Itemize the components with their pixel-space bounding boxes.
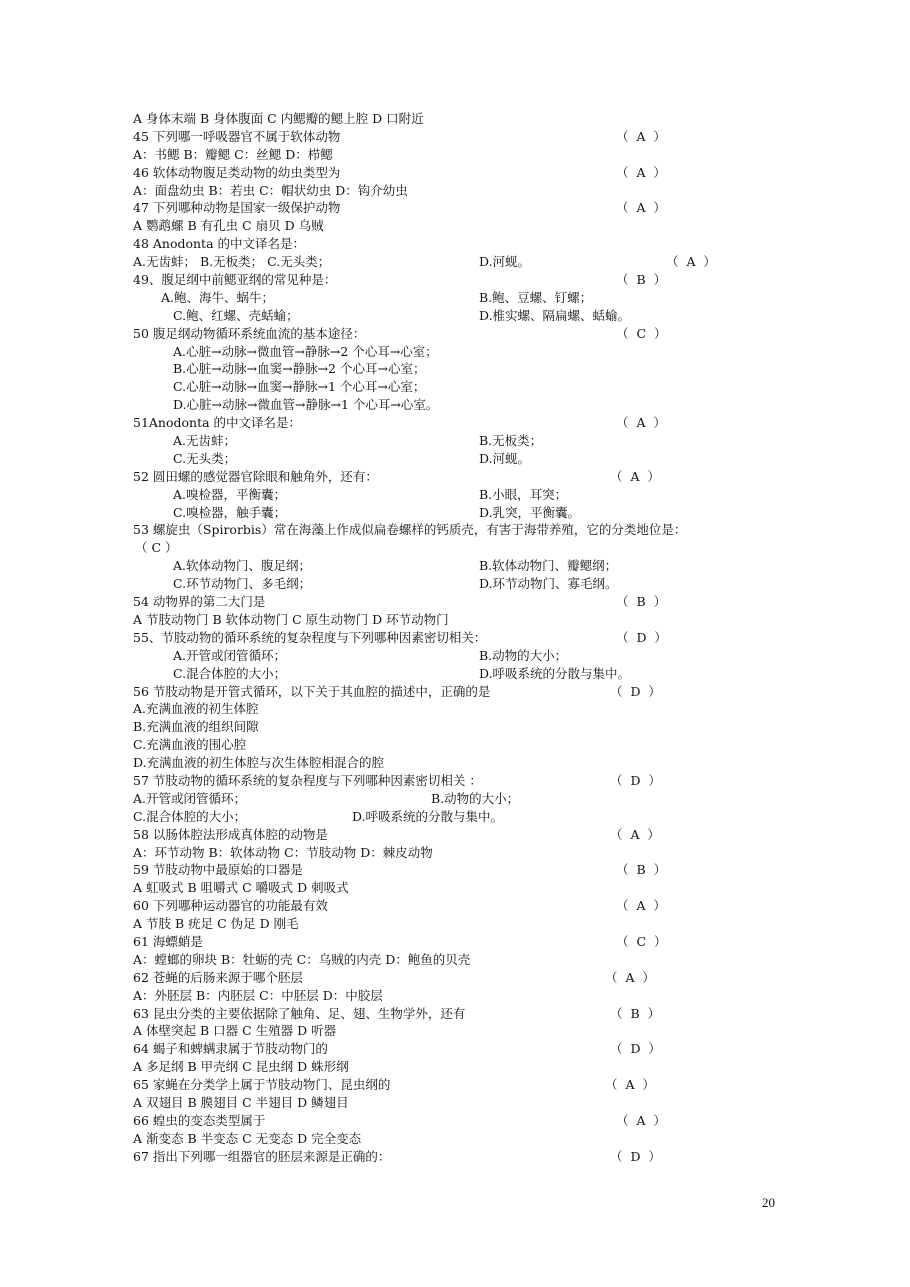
line-text: 57 节肢动物的循环系统的复杂程度与下列哪种因素密切相关 ：	[133, 772, 482, 788]
line-text: 62 苍蝇的后肠来源于哪个胚层	[133, 969, 303, 985]
text-line	[133, 468, 783, 486]
text-line	[133, 217, 783, 235]
text-line	[133, 182, 783, 200]
text-line	[133, 718, 783, 736]
line-text: 67 指出下列哪一组器官的胚层来源是正确的：	[133, 1148, 391, 1164]
line-text: A：螳螂的卵块 B：牡蛎的壳 C：乌贼的内壳 D：鲍鱼的贝壳	[133, 951, 471, 967]
text-line	[133, 235, 783, 253]
line-text: 48 Anodonta 的中文译名是：	[133, 236, 306, 252]
text-line	[133, 343, 783, 361]
text-line	[133, 146, 783, 164]
answer-key: （ A ）	[605, 1077, 655, 1093]
text-line	[133, 897, 783, 915]
line-text: 55、节肢动物的循环系统的复杂程度与下列哪种因素密切相关：	[133, 629, 487, 645]
answer-key: （ A ）	[666, 254, 716, 270]
line-text: A.充满血液的初生体腔	[133, 701, 259, 717]
text-line	[133, 1094, 783, 1112]
text-line	[133, 665, 783, 683]
answer-key: （ C ）	[616, 325, 667, 341]
text-line	[133, 557, 783, 575]
text-line	[133, 253, 783, 271]
answer-key: （ A ）	[616, 164, 666, 180]
page-number: 20	[762, 1195, 775, 1210]
line-text: A 体壁突起 B 口器 C 生殖器 D 听器	[133, 1023, 337, 1039]
option-text: D.呼吸系统的分散与集中。	[352, 808, 504, 824]
line-text: B.心脏→动脉→血窦→静脉→2 个心耳→心室；	[173, 361, 426, 377]
text-line	[133, 289, 783, 307]
text-line	[133, 360, 783, 378]
text-line	[133, 826, 783, 844]
line-text: 49、腹足纲中前鳃亚纲的常见种是：	[133, 272, 337, 288]
line-text: A 节肢动物门 B 软体动物门 C 原生动物门 D 环节动物门	[133, 611, 449, 627]
answer-key: （ B ）	[616, 594, 667, 610]
answer-key: （ C ）	[616, 933, 667, 949]
line-text: A 身体末端 B 身体腹面 C 内鳃瓣的鳃上腔 D 口附近	[133, 111, 424, 126]
line-text: D.心脏→动脉→微血管→静脉→1 个心耳→心室。	[173, 397, 439, 413]
text-line	[133, 647, 783, 665]
text-line	[133, 450, 783, 468]
option-text: B.动物的大小；	[479, 647, 568, 663]
text-line	[133, 754, 783, 772]
text-line	[133, 271, 783, 289]
line-text: C.混合体腔的大小；	[173, 665, 287, 681]
line-text: 50 腹足纲动物循环系统血流的基本途径：	[133, 325, 366, 341]
text-line	[133, 700, 783, 718]
line-text: A.心脏→动脉→微血管→静脉→2 个心耳→心室；	[173, 343, 438, 359]
text-line	[133, 593, 783, 611]
text-line	[133, 1112, 783, 1130]
text-line	[133, 1040, 783, 1058]
answer-key: （ D ）	[610, 772, 661, 788]
text-line	[133, 772, 783, 790]
line-text: 51Anodonta 的中文译名是：	[133, 415, 302, 431]
text-line	[133, 1058, 783, 1076]
line-text: A 多足纲 B 甲壳纲 C 昆虫纲 D 蛛形纲	[133, 1059, 349, 1075]
text-line	[133, 432, 783, 450]
text-line	[133, 396, 783, 414]
text-line	[133, 1022, 783, 1040]
answer-key: （ A ）	[610, 826, 660, 842]
text-line	[133, 414, 783, 432]
line-text: C.无头类；	[173, 450, 237, 466]
option-text: B.无板类；	[479, 433, 543, 449]
text-line	[133, 1148, 783, 1166]
text-line	[133, 951, 783, 969]
text-line	[133, 128, 783, 146]
line-text: 59 节肢动物中最原始的口器是	[133, 862, 303, 878]
text-line	[133, 378, 783, 396]
answer-key: （ A ）	[616, 200, 666, 216]
line-text: A：外胚层 B：内胚层 C：中胚层 D：中胶层	[133, 987, 383, 1003]
line-text: A.软体动物门、腹足纲；	[173, 558, 312, 574]
option-text: B.软体动物门、瓣鳃纲；	[479, 558, 618, 574]
text-line	[133, 915, 783, 933]
answer-key: （ D ）	[616, 629, 667, 645]
line-text: C.嗅检器，触手囊；	[173, 504, 287, 520]
text-line	[133, 683, 783, 701]
answer-key: （ D ）	[610, 683, 661, 699]
line-text: C.心脏→动脉→血窦→静脉→1 个心耳→心室；	[173, 379, 426, 395]
option-text: D.环节动物门、寡毛纲。	[479, 576, 618, 592]
line-text: 64 蝎子和蜱螨隶属于节肢动物门的	[133, 1041, 328, 1057]
answer-key: （ D ）	[610, 1041, 661, 1057]
line-text: 61 海螵蛸是	[133, 933, 203, 949]
line-text: C.环节动物门、多毛纲；	[173, 576, 312, 592]
line-text: 54 动物界的第二大门是	[133, 594, 266, 610]
text-line	[133, 933, 783, 951]
line-text: （ C ）	[135, 540, 178, 556]
question-list	[133, 110, 783, 1166]
option-text: D.椎实螺、隔扁螺、蛞蝓。	[479, 307, 631, 323]
text-line	[133, 808, 783, 826]
text-line	[133, 1130, 783, 1148]
text-line	[133, 307, 783, 325]
text-line	[133, 521, 783, 539]
text-line	[133, 611, 783, 629]
line-text: C.混合体腔的大小；	[133, 808, 247, 824]
line-text: 60 下列哪种运动器官的功能最有效	[133, 898, 328, 914]
line-text: A.无齿蚌； B.无板类； C.无头类；	[133, 254, 331, 270]
line-text: B.充满血液的组织间隙	[133, 719, 259, 735]
line-text: 52 圆田螺的感觉器官除眼和触角外，还有：	[133, 468, 378, 484]
line-text: A：面盘幼虫 B：若虫 C：帽状幼虫 D：钩介幼虫	[133, 182, 408, 198]
line-text: 58 以肠体腔法形成真体腔的动物是	[133, 826, 328, 842]
line-text: 63 昆虫分类的主要依据除了触角、足、翅、生物学外，还有	[133, 1005, 466, 1021]
line-text: A 虹吸式 B 咀嚼式 C 嚼吸式 D 刺吸式	[133, 880, 349, 896]
answer-key: （ B ）	[616, 862, 667, 878]
line-text: A.鲍、海牛、蜗牛；	[161, 289, 275, 305]
line-text: A 渐变态 B 半变态 C 无变态 D 完全变态	[133, 1130, 362, 1146]
text-line	[133, 575, 783, 593]
text-line	[133, 844, 783, 862]
text-line	[133, 1076, 783, 1094]
line-text: A.开管或闭管循环；	[133, 790, 247, 806]
answer-key: （ A ）	[616, 128, 666, 144]
line-text: A.嗅检器，平衡囊；	[173, 486, 287, 502]
text-line	[133, 790, 783, 808]
option-text: D.呼吸系统的分散与集中。	[479, 665, 631, 681]
text-line	[133, 325, 783, 343]
text-line	[133, 199, 783, 217]
text-line	[133, 736, 783, 754]
option-text: B.动物的大小；	[431, 790, 520, 806]
line-text: 53 螺旋虫（Spirorbis）常在海藻上作成似扁卷螺样的钙质壳，有害于海带养殖，它的分类地位是：	[133, 522, 687, 538]
text-line	[133, 629, 783, 647]
option-text: D.乳突，平衡囊。	[479, 504, 581, 520]
text-line	[133, 486, 783, 504]
answer-key: （ A ）	[610, 468, 660, 484]
line-text: 45 下列哪一呼吸器官不属于软体动物	[133, 128, 341, 144]
line-text: A.无齿蚌；	[173, 433, 237, 449]
line-text: 65 家蝇在分类学上属于节肢动物门、昆虫纲的	[133, 1077, 391, 1093]
answer-key: （ A ）	[616, 898, 666, 914]
line-text: 47 下列哪种动物是国家一级保护动物	[133, 200, 341, 216]
line-text: A.开管或闭管循环；	[173, 647, 287, 663]
text-line	[133, 504, 783, 522]
option-text: D.河蚬。	[479, 450, 531, 466]
text-line	[133, 969, 783, 987]
answer-key: （ A ）	[616, 1112, 666, 1128]
answer-key: （ D ）	[610, 1148, 661, 1164]
answer-key: （ A ）	[616, 415, 666, 431]
line-text: A 鹦鹉螺 B 有孔虫 C 扇贝 D 乌贼	[133, 218, 324, 234]
line-text: 56 节肢动物是开管式循环，以下关于其血腔的描述中，正确的是	[133, 683, 491, 699]
text-line	[133, 110, 783, 128]
line-text: A 节肢 B 疣足 C 伪足 D 刚毛	[133, 916, 299, 932]
answer-key: （ A ）	[605, 969, 655, 985]
text-line	[133, 987, 783, 1005]
option-text: D.河蚬。	[479, 254, 531, 270]
option-text: B.小眼，耳突；	[479, 486, 568, 502]
answer-key: （ B ）	[616, 272, 667, 288]
line-text: A 双翅目 B 膜翅目 C 半翅目 D 鳞翅目	[133, 1094, 349, 1110]
line-text: D.充满血液的初生体腔与次生体腔相混合的腔	[133, 755, 385, 771]
option-text: B.鲍、豆螺、钉螺；	[479, 289, 593, 305]
line-text: A：书鳃 B：瓣鳃 C：丝鳃 D：栉鳃	[133, 146, 333, 162]
line-text: C.鲍、红螺、壳蛞蝓；	[173, 307, 299, 323]
line-text: C.充满血液的围心腔	[133, 737, 247, 753]
text-line	[133, 861, 783, 879]
line-text: 66 蝗虫的变态类型属于	[133, 1112, 266, 1128]
text-line	[133, 879, 783, 897]
text-line	[133, 164, 783, 182]
line-text: 46 软体动物腹足类动物的幼虫类型为	[133, 164, 341, 180]
text-line	[133, 539, 783, 557]
line-text: A：环节动物 B：软体动物 C：节肢动物 D：棘皮动物	[133, 844, 433, 860]
answer-key: （ B ）	[610, 1005, 661, 1021]
text-line	[133, 1005, 783, 1023]
